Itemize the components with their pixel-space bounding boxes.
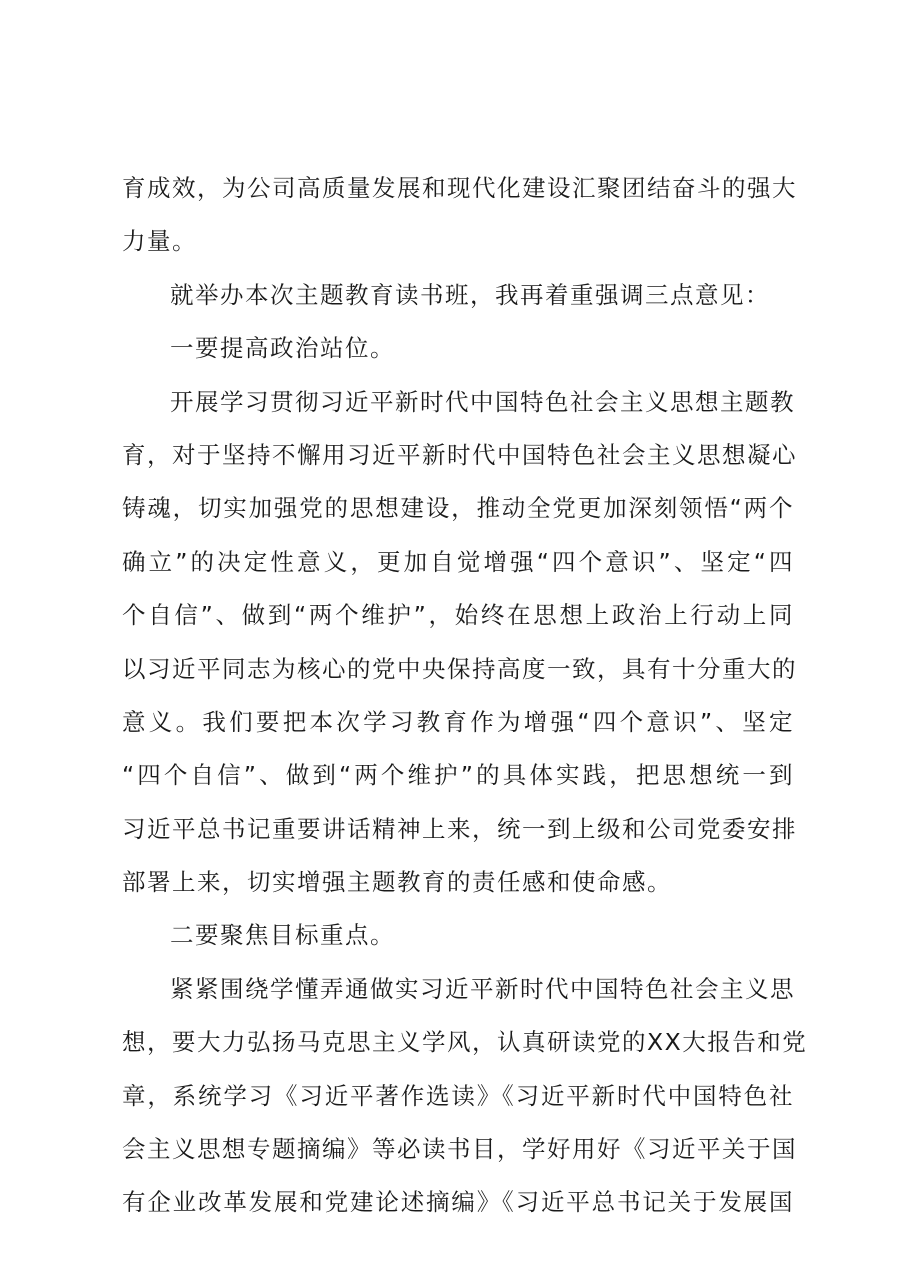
text-line: 一要提高政治站位。 xyxy=(170,334,395,363)
text-line: 确立”的决定性意义，更加自觉增强“四个意识”、坚定“四 xyxy=(122,547,794,576)
text-line: 会主义思想专题摘编》等必读书目，学好用好《习近平关于国 xyxy=(122,1135,797,1164)
document-body xyxy=(122,162,808,1230)
text-line: 育，对于坚持不懈用习近平新时代中国特色社会主义思想凝心 xyxy=(122,440,797,469)
text-line: “四个自信”、做到“两个维护”的具体实践，把思想统一到 xyxy=(122,761,794,790)
text-line: 育成效，为公司高质量发展和现代化建设汇聚团结奋斗的强大 xyxy=(122,174,797,202)
text-line: 力量。 xyxy=(122,227,197,256)
text-line: 想，要大力弘扬马克思主义学风，认真研读党的XX大报告和党 xyxy=(122,1028,808,1057)
text-line: 个自信”、做到“两个维护”，始终在思想上政治上行动上同 xyxy=(122,601,794,630)
text-line: 有企业改革发展和党建论述摘编》《习近平总书记关于发展国 xyxy=(122,1188,794,1217)
text-line: 以习近平同志为核心的党中央保持高度一致，具有十分重大的 xyxy=(122,654,797,683)
text-line: 习近平总书记重要讲话精神上来，统一到上级和公司党委安排 xyxy=(122,814,797,843)
text-line: 二要聚焦目标重点。 xyxy=(170,921,395,950)
text-line: 章，系统学习《习近平著作选读》《习近平新时代中国特色社 xyxy=(122,1081,794,1110)
text-line: 就举办本次主题教育读书班，我再着重强调三点意见： xyxy=(170,280,770,309)
text-line: 铸魂，切实加强党的思想建设，推动全党更加深刻领悟“两个 xyxy=(122,494,794,523)
text-line: 紧紧围绕学懂弄通做实习近平新时代中国特色社会主义思 xyxy=(170,974,795,1003)
text-line: 开展学习贯彻习近平新时代中国特色社会主义思想主题教 xyxy=(170,387,795,416)
text-line: 部署上来，切实增强主题教育的责任感和使命感。 xyxy=(122,868,672,897)
text-line: 意义。我们要把本次学习教育作为增强“四个意识”、坚定 xyxy=(122,707,794,736)
